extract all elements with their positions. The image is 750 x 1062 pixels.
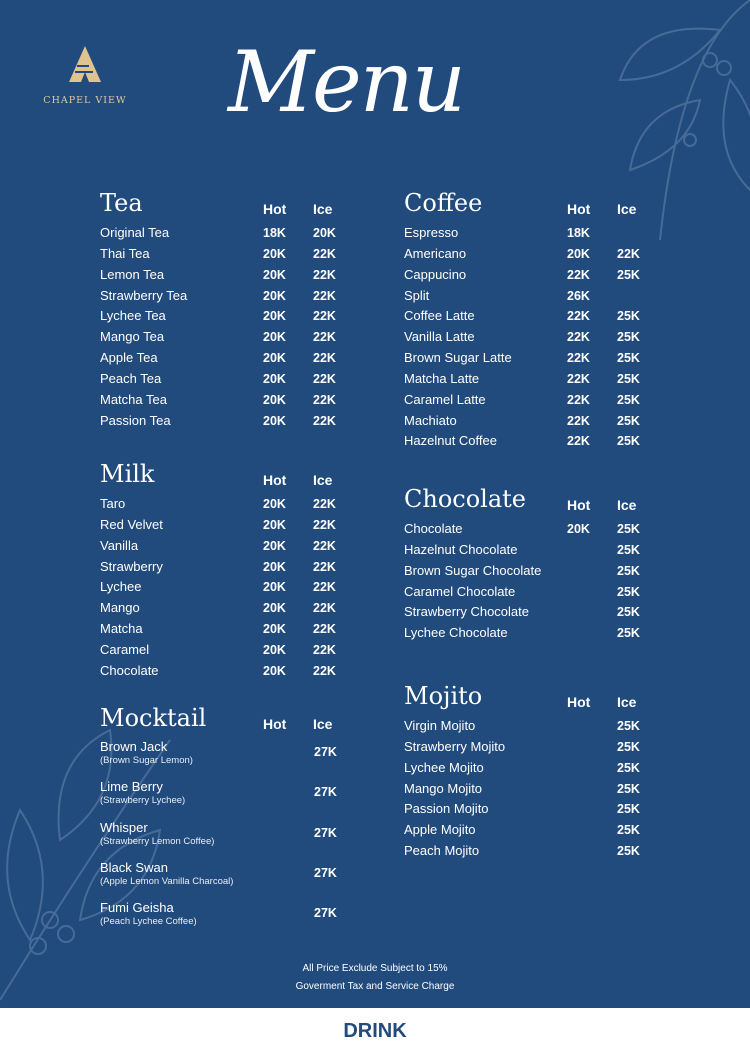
ice-price: 25K: [617, 267, 640, 282]
page-title: Menu: [228, 33, 464, 131]
item-name: Matcha Tea: [100, 391, 167, 407]
hot-price: 20K: [263, 580, 286, 595]
hot-price: 20K: [263, 288, 286, 303]
menu-item: [404, 392, 664, 413]
ice-price: 22K: [313, 246, 336, 261]
menu-item: [404, 584, 664, 605]
item-name: Coffee Latte: [404, 308, 475, 324]
section-mocktail: [100, 703, 360, 941]
item-name: Machiato: [404, 412, 457, 428]
brand-name: CHAPEL VIEW: [43, 95, 127, 106]
item-name: Strawberry Chocolate: [404, 604, 529, 620]
menu-item: [100, 517, 360, 538]
menu-item: [404, 267, 664, 288]
ice-price: 25K: [617, 584, 640, 599]
menu-item: [404, 413, 664, 434]
hot-price: 20K: [263, 351, 286, 366]
ice-price: 22K: [313, 663, 336, 678]
ice-price: 25K: [617, 626, 640, 641]
section-title: Milk Hot Ice: [100, 459, 360, 496]
ice-column-header: Ice: [617, 694, 637, 710]
ice-price: 22K: [313, 601, 336, 616]
menu-item: [100, 267, 360, 288]
hot-price: 26K: [567, 288, 590, 303]
menu-item: [404, 329, 664, 350]
ice-price: 25K: [617, 781, 640, 796]
item-name: Peach Tea: [100, 370, 162, 386]
section-coffee: [404, 188, 664, 454]
ice-price: 27K: [314, 865, 337, 880]
item-name: Passion Mojito: [404, 801, 489, 817]
hot-price: 22K: [567, 413, 590, 428]
hot-column-header: Hot: [567, 201, 591, 217]
hot-column-header: Hot: [263, 716, 287, 732]
ice-column-header: Ice: [313, 201, 333, 217]
menu-item: [100, 350, 360, 371]
item-name: Red Velvet: [100, 516, 163, 532]
ice-price: 22K: [313, 392, 336, 407]
ice-price: 22K: [313, 267, 336, 282]
hot-price: 20K: [263, 622, 286, 637]
item-ingredients: (Strawberry Lychee): [100, 795, 186, 807]
item-name: Americano: [404, 245, 467, 261]
menu-item: [404, 718, 664, 739]
menu-item: [404, 246, 664, 267]
menu-item: [404, 822, 664, 843]
menu-item: [100, 496, 360, 517]
menu-item: [100, 371, 360, 392]
item-name: Black Swan: [100, 859, 168, 875]
ice-price: 25K: [617, 802, 640, 817]
mocktail-item: [100, 780, 360, 820]
hot-price: 20K: [263, 392, 286, 407]
section-milk: [100, 459, 360, 684]
item-name: Lemon Tea: [100, 266, 165, 282]
menu-item: [100, 600, 360, 621]
item-name: Apple Mojito: [404, 822, 476, 838]
ice-price: 22K: [617, 246, 640, 261]
hot-price: 18K: [263, 226, 286, 240]
item-name: Taro: [100, 496, 126, 511]
menu-item: [404, 760, 664, 781]
hot-price: 20K: [567, 522, 590, 536]
ice-price: 25K: [617, 309, 640, 324]
menu-item: [404, 604, 664, 625]
item-name: Strawberry: [100, 558, 163, 574]
item-name: Matcha Latte: [404, 370, 480, 386]
ice-price: 22K: [313, 580, 336, 595]
hot-price: 22K: [567, 267, 590, 282]
menu-item: [100, 663, 360, 684]
menu-item: [100, 392, 360, 413]
hot-price: 22K: [567, 330, 590, 345]
hot-column-header: Hot: [263, 201, 287, 217]
item-name: Mango: [100, 600, 140, 616]
menu-item: [100, 225, 360, 246]
item-name: Matcha: [100, 621, 143, 637]
item-name: Espresso: [404, 225, 459, 240]
item-name: Lychee Tea: [100, 308, 166, 324]
item-name: Lychee Mojito: [404, 759, 484, 775]
ice-price: 25K: [617, 760, 640, 775]
menu-item: [404, 350, 664, 371]
item-ingredients: (Strawberry Lemon Coffee): [100, 835, 215, 847]
item-name: Fumi Geisha: [100, 900, 174, 916]
menu-item: [100, 559, 360, 580]
tax-note-line: Goverment Tax and Service Charge: [295, 981, 455, 992]
menu-item: [100, 642, 360, 663]
ice-price: 25K: [617, 563, 640, 578]
menu-item: [404, 433, 664, 454]
ice-price: 25K: [617, 542, 640, 557]
ice-price: 25K: [617, 739, 640, 754]
item-name: Lime Berry: [100, 779, 163, 795]
ice-price: 25K: [617, 823, 640, 838]
menu-item: [100, 579, 360, 600]
hot-price: 20K: [263, 538, 286, 553]
mocktail-item: [100, 821, 360, 861]
hot-price: 20K: [263, 663, 286, 678]
item-name: Whisper: [100, 819, 148, 835]
item-name: Brown Sugar Chocolate: [404, 562, 542, 578]
ice-price: 20K: [313, 226, 336, 240]
ice-price: 22K: [313, 517, 336, 532]
item-name: Mango Mojito: [404, 780, 483, 796]
menu-item: [100, 246, 360, 267]
menu-item: [404, 801, 664, 822]
item-name: Strawberry Tea: [100, 287, 188, 303]
ice-column-header: Ice: [617, 497, 637, 513]
ice-price: 25K: [617, 605, 640, 620]
item-name: Hazelnut Coffee: [404, 433, 497, 449]
menu-item: [404, 781, 664, 802]
hot-price: 20K: [263, 601, 286, 616]
ice-price: 25K: [617, 434, 640, 449]
section-chocolate: [404, 484, 664, 646]
ice-price: 22K: [313, 559, 336, 574]
ice-price: 22K: [313, 622, 336, 637]
ice-price: 22K: [313, 351, 336, 366]
mocktail-item: [100, 740, 360, 780]
menu-item: [404, 308, 664, 329]
ice-column-header: Ice: [617, 201, 637, 217]
menu-item: [404, 563, 664, 584]
hot-price: 20K: [567, 246, 590, 261]
ice-price: 27K: [314, 745, 337, 759]
hot-column-header: Hot: [567, 694, 591, 710]
section-tea: [100, 188, 360, 433]
hot-price: 20K: [263, 267, 286, 282]
section-title: Mojito Hot Ice: [404, 681, 664, 718]
hot-price: 20K: [263, 413, 286, 428]
chapel-view-logo: [40, 44, 130, 106]
ice-price: 25K: [617, 330, 640, 345]
hot-price: 20K: [263, 497, 286, 511]
ice-price: 22K: [313, 330, 336, 345]
ice-price: 25K: [617, 392, 640, 407]
mocktail-item: [100, 861, 360, 901]
hot-price: 22K: [567, 351, 590, 366]
item-name: Caramel: [100, 641, 150, 657]
mocktail-item: [100, 901, 360, 941]
menu-item: [404, 225, 664, 246]
item-name: Vanilla: [100, 537, 139, 553]
item-name: Virgin Mojito: [404, 718, 476, 733]
hot-price: 22K: [567, 434, 590, 449]
menu-item: [404, 288, 664, 309]
menu-item: [404, 739, 664, 760]
ice-column-header: Ice: [313, 716, 333, 732]
item-name: Peach Mojito: [404, 843, 480, 859]
item-ingredients: (Apple Lemon Vanilla Charcoal): [100, 875, 234, 887]
tax-note: [0, 960, 750, 996]
ice-price: 22K: [313, 413, 336, 428]
item-ingredients: (Brown Sugar Lemon): [100, 755, 193, 766]
item-name: Brown Jack: [100, 739, 168, 754]
menu-item: [404, 843, 664, 864]
hot-price: 20K: [263, 642, 286, 657]
item-name: Caramel Chocolate: [404, 583, 516, 599]
item-name: Cappucino: [404, 266, 467, 282]
section-mojito: [404, 681, 664, 864]
ice-price: 25K: [617, 844, 640, 859]
item-name: Apple Tea: [100, 350, 158, 366]
section-title: Mocktail Hot Ice: [100, 703, 360, 740]
ice-price: 22K: [313, 371, 336, 386]
hot-price: 22K: [567, 392, 590, 407]
section-title: Tea Hot Ice: [100, 188, 360, 225]
item-name: Original Tea: [100, 225, 170, 240]
hot-price: 22K: [567, 371, 590, 386]
ice-price: 25K: [617, 413, 640, 428]
item-name: Passion Tea: [100, 412, 171, 428]
menu-item: [404, 371, 664, 392]
footer-drink-label: DRINK: [343, 1020, 407, 1042]
item-name: Lychee: [100, 579, 142, 595]
section-title: Chocolate Hot Ice: [404, 484, 664, 521]
menu-item: [404, 521, 664, 542]
tax-note-line: All Price Exclude Subject to 15%: [302, 963, 448, 974]
item-name: Lychee Chocolate: [404, 625, 508, 641]
ice-price: 25K: [617, 351, 640, 366]
item-name: Thai Tea: [100, 245, 150, 261]
hot-price: 20K: [263, 246, 286, 261]
menu-item: [100, 538, 360, 559]
item-name: Caramel Latte: [404, 391, 486, 407]
hot-price: 20K: [263, 517, 286, 532]
item-name: Vanilla Latte: [404, 329, 475, 345]
menu-item: [100, 288, 360, 309]
menu-item: [100, 413, 360, 434]
item-name: Chocolate: [404, 521, 463, 536]
ice-price: 25K: [617, 719, 640, 733]
hot-column-header: Hot: [263, 472, 287, 488]
hot-price: 18K: [567, 226, 590, 240]
ice-price: 22K: [313, 642, 336, 657]
hot-price: 20K: [263, 559, 286, 574]
ice-price: 25K: [617, 522, 640, 536]
menu-item: [100, 621, 360, 642]
item-ingredients: (Peach Lychee Coffee): [100, 916, 197, 928]
ice-price: 25K: [617, 371, 640, 386]
ice-price: 27K: [314, 785, 337, 800]
ice-price: 22K: [313, 288, 336, 303]
ice-price: 22K: [313, 497, 336, 511]
menu-item: [404, 625, 664, 646]
hot-price: 20K: [263, 330, 286, 345]
item-name: Split: [404, 287, 430, 303]
hot-price: 20K: [263, 371, 286, 386]
hot-price: 20K: [263, 309, 286, 324]
section-title: Coffee Hot Ice: [404, 188, 664, 225]
menu-item: [404, 542, 664, 563]
menu-item: [100, 308, 360, 329]
ice-price: 22K: [313, 538, 336, 553]
item-name: Hazelnut Chocolate: [404, 541, 518, 557]
logo-mountain-icon: [67, 44, 103, 84]
hot-column-header: Hot: [567, 497, 591, 513]
menu-item: [100, 329, 360, 350]
hot-price: 22K: [567, 309, 590, 324]
item-name: Mango Tea: [100, 329, 165, 345]
ice-price: 27K: [314, 906, 337, 921]
ice-price: 27K: [314, 825, 337, 840]
item-name: Brown Sugar Latte: [404, 350, 512, 366]
ice-price: 22K: [313, 309, 336, 324]
item-name: Strawberry Mojito: [404, 738, 506, 754]
ice-column-header: Ice: [313, 472, 333, 488]
item-name: Chocolate: [100, 662, 159, 678]
